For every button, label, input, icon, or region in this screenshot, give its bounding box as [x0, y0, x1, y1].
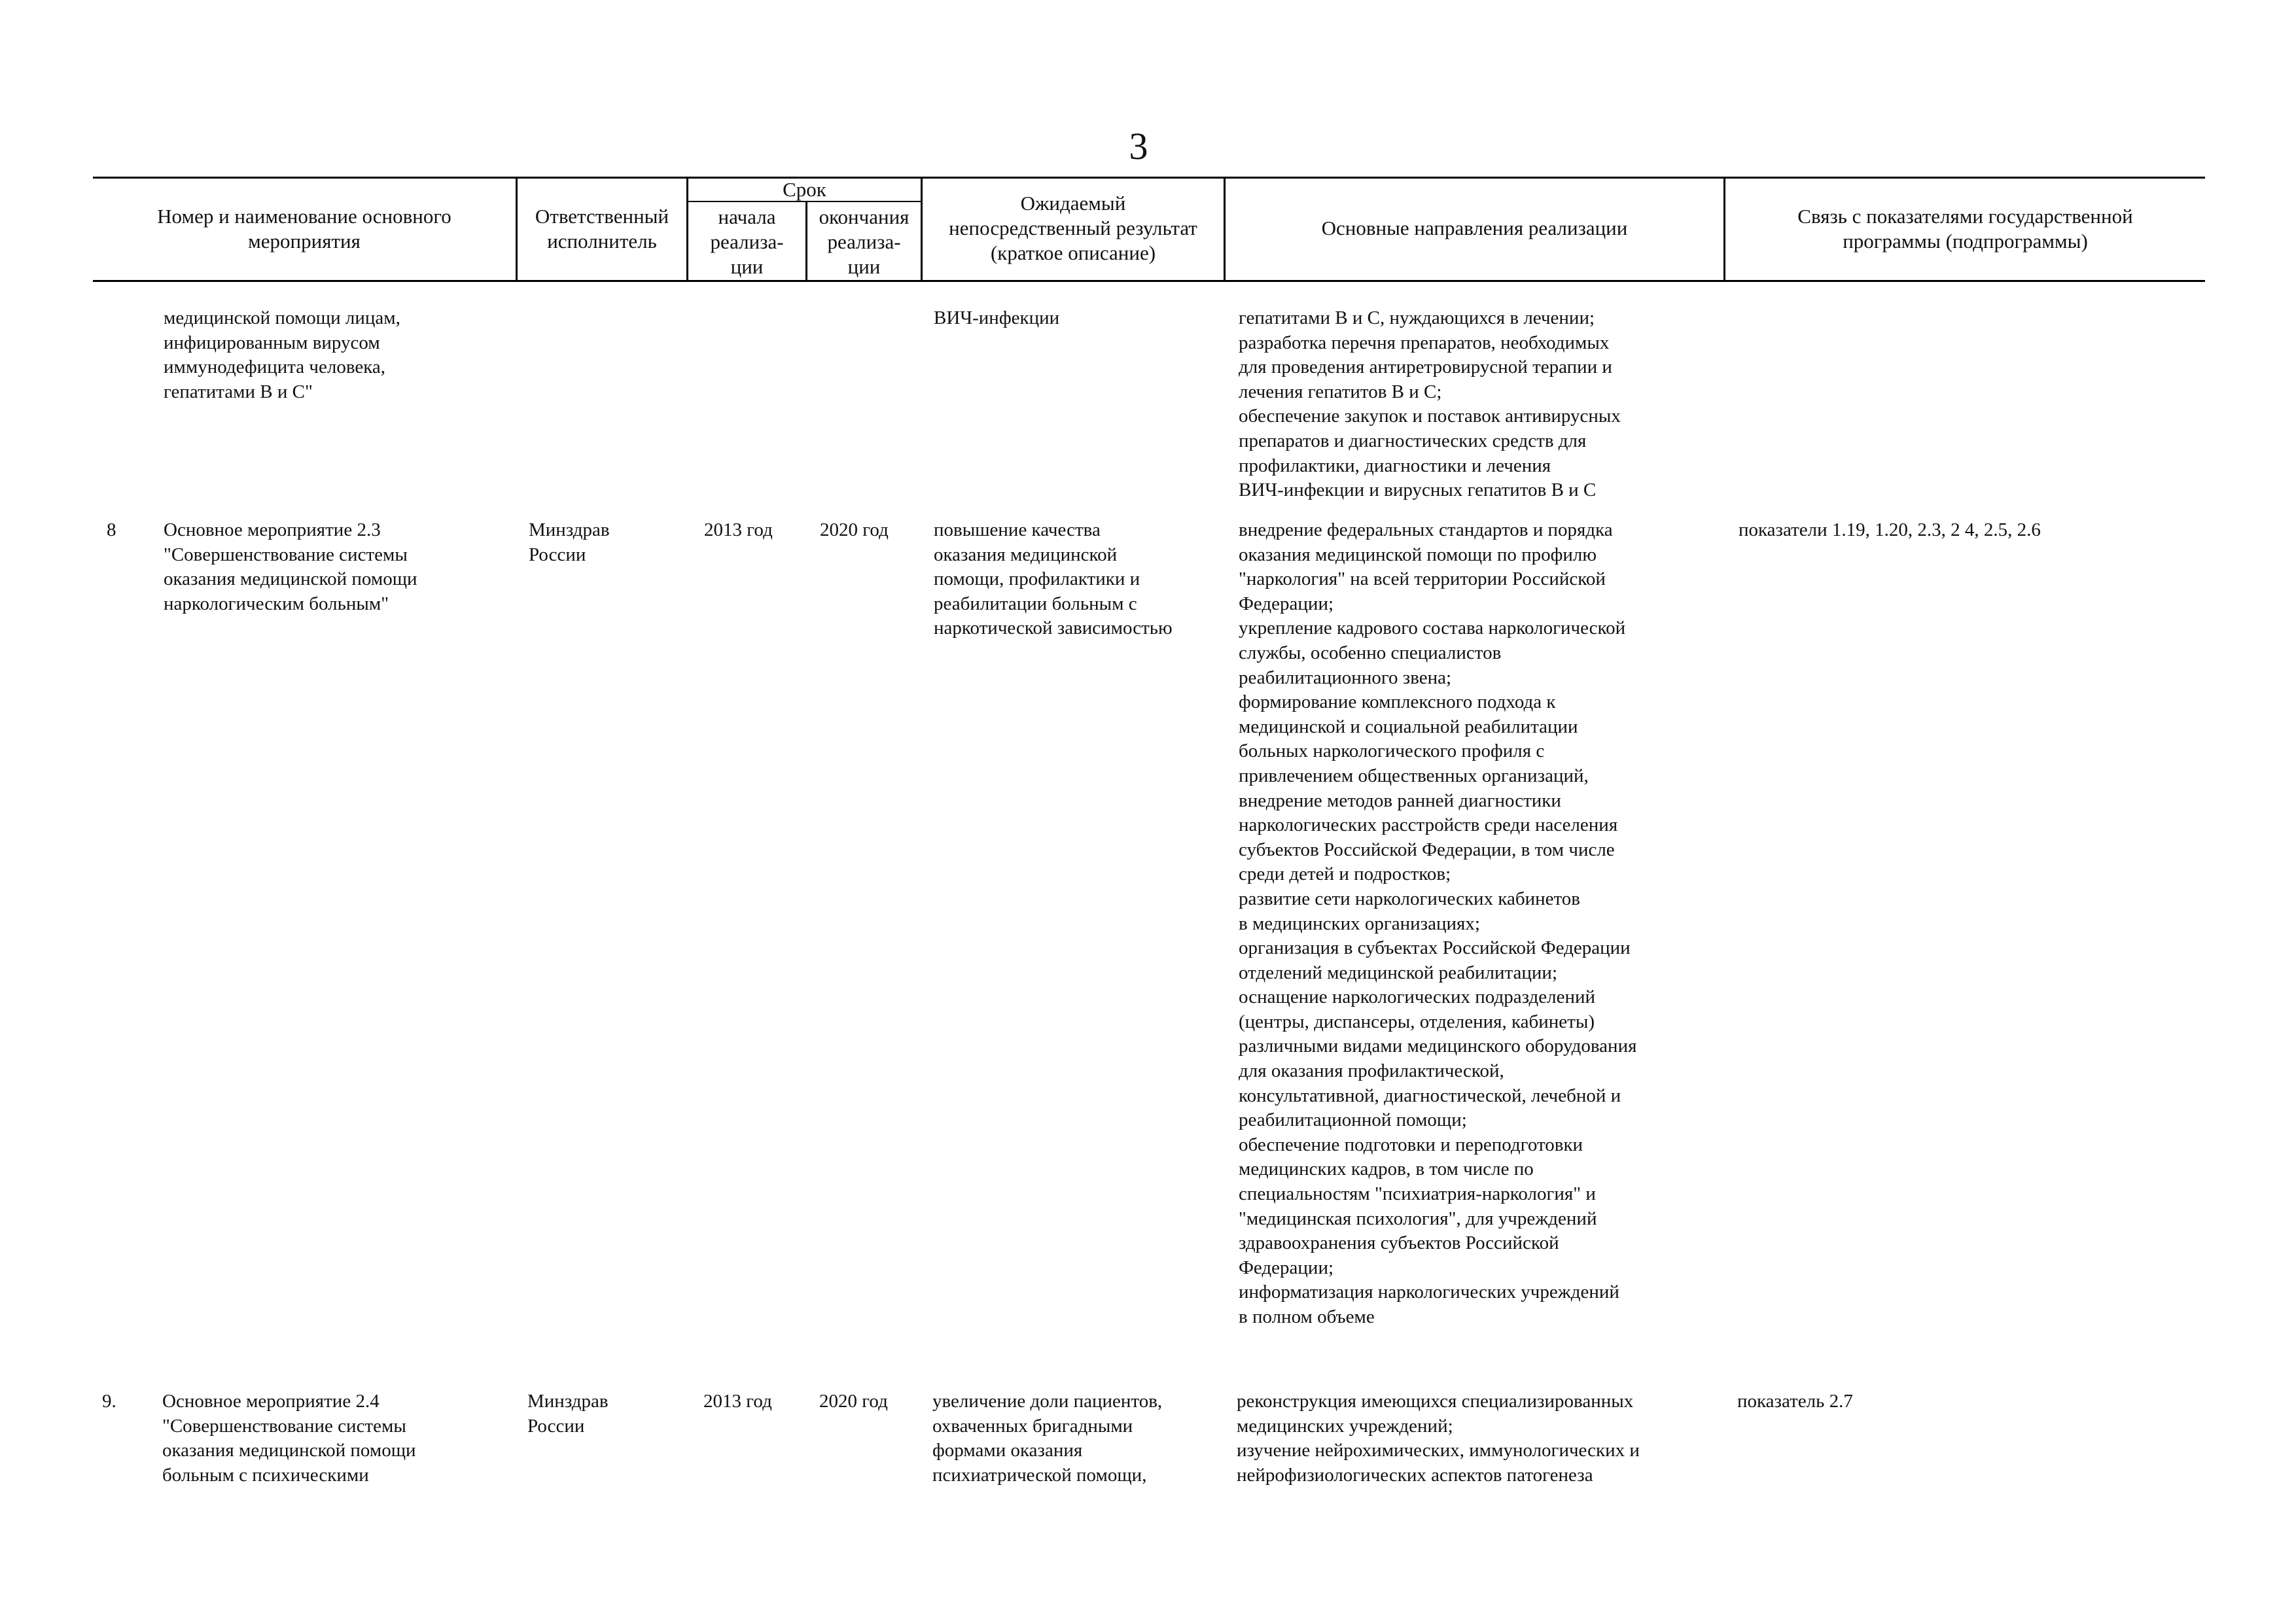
header-term: Срок	[783, 178, 826, 201]
header-executor: Ответственный исполнитель	[535, 205, 669, 253]
row-end: 2020 год	[820, 519, 889, 540]
header-indicators: Связь с показателями государственной программы (подпрограммы)	[1797, 205, 2133, 253]
row-result: повышение качества оказания медицинской помощи, профилактики и реабилитации больным с наркотической зависимостью	[934, 519, 1173, 639]
row-name: Основное мероприятие 2.4 "Совершенствование системы оказания медицинской помощи больным с психическими	[162, 1391, 416, 1486]
table-top-rule	[93, 177, 2205, 179]
row-executor: Минздрав России	[527, 1391, 609, 1437]
header-end: окончания реализа- ции	[819, 205, 910, 278]
header-directions: Основные направления реализации	[1321, 217, 1628, 239]
row-executor: Минздрав России	[529, 519, 610, 565]
continuation-result: ВИЧ-инфекции	[934, 307, 1060, 328]
continuation-name: медицинской помощи лицам, инфицированным вирусом иммунодефицита человека, гепатитами В и С"	[164, 307, 400, 402]
row-indicators: показатели 1.19, 1.20, 2.3, 2 4, 2.5, 2.6	[1739, 519, 2041, 540]
row-number: 8	[107, 519, 116, 540]
row-start: 2013 год	[703, 1391, 772, 1412]
page-number: 3	[1129, 125, 1148, 167]
header-name: Номер и наименование основного мероприятия	[157, 205, 451, 253]
row-number: 9.	[102, 1391, 116, 1412]
row-directions: реконструкция имеющихся специализированных медицинских учреждений; изучение нейрохимических, иммунологических и нейрофизиологических аспектов патогенеза	[1237, 1391, 1640, 1486]
row-end: 2020 год	[819, 1391, 888, 1412]
header-start: начала реализа- ции	[710, 205, 784, 278]
row-name: Основное мероприятие 2.3 "Совершенствование системы оказания медицинской помощи наркологическим больным"	[164, 519, 417, 614]
header-result: Ожидаемый непосредственный результат (краткое описание)	[949, 192, 1197, 264]
continuation-directions: гепатитами В и С, нуждающихся в лечении; разработка перечня препаратов, необходимых для проведения антиретровирусной терапии и лечения гепатитов В и С; обеспечение закупок и поставок антивирусных препаратов и диагностических средств для профилактики, диагностики и лечения ВИЧ-инфекции и вирусных гепатитов В и С	[1239, 307, 1621, 501]
row-directions: внедрение федеральных стандартов и порядка оказания медицинской помощи по профилю "наркология" на всей территории Российской Федерации; укрепление кадрового состава наркологической службы, особенно специалистов реабилитационного звена; формирование комплексного подхода к медицинской и социальной реабилитации больных наркологического профиля с привлечением общественных организаций, внедрение методов ранней диагностики наркологических расстройств среди населения субъектов Российской Федерации, в том числе среди детей и подростков; развитие сети наркологических кабинетов в медицинских организациях; организация в субъектах Российской Федерации отделений медицинской реабилитации; оснащение наркологических подразделений (центры, диспансеры, отделения, кабинеты) различными видами медицинского оборудования для оказания профилактической, консультативной, диагностической, лечебной и реабилитационной помощи; обеспечение подготовки и переподготовки медицинских кадров, в том числе по специальностям "психиатрия-наркология" и "медицинская психология", для учреждений здравоохранения субъектов Российской Федерации; информатизация наркологических учреждений в полном объеме	[1239, 519, 1637, 1327]
table-header-bottom-rule	[93, 280, 2205, 282]
row-result: увеличение доли пациентов, охваченных бригадными формами оказания психиатрической помощи,	[932, 1391, 1163, 1486]
row-start: 2013 год	[704, 519, 773, 540]
row-indicators: показатель 2.7	[1737, 1391, 1853, 1412]
